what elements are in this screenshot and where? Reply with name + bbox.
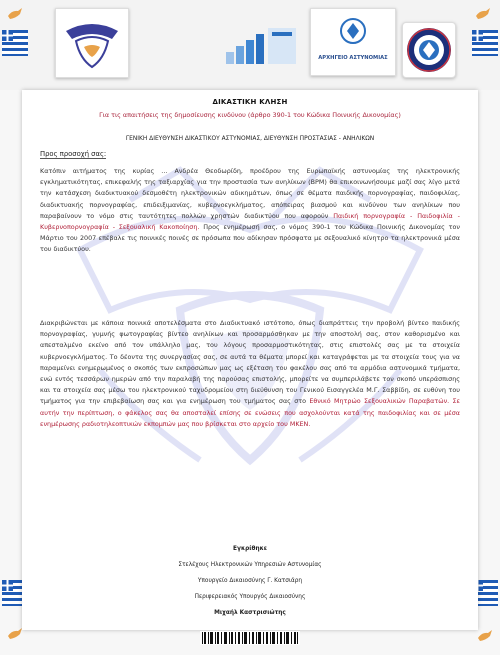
paragraph-1 [40, 166, 460, 256]
paragraph-2 [40, 318, 460, 430]
signoff-line-2: Υπουργείο Δικαιοσύνης Γ. Κατσιάρη [197, 578, 303, 584]
paragraph-2-text-a: Διακριβώνεται με κάποια ποινικά αποτελέσματα στο Διαδικτυακό ιστότοπο, όπως διαπράττεις την προβολή βίντεο παιδικής πορνογραφίας, γυμνής φωτογραφίας βίντεο ανηλίκων και προσαρμόσθηκαν με την αποστολή σας, στον καθορισμένο και απεσταλμένο εκείνο από τον υπάλληλο μας, του λόγους προσαρμοστικότητας, στις επιστολές σας με τα στοιχεία κυβερνοεγκλήματος. Το δέοντα της συνεργασίας σας, σε αυτά τα θέματα μπορεί και καταγράφεται με τα στοιχεία τους για να παραμείνει ενημερωμένος ο σκοπός των εκπροσώπων μας ως εξέταση του φακέλου σας από τα αρμόδια αστυνομικά τμήματα, ενώ εντός τεσσάρων ημερών από την παραλαβή της παρούσας επιστολής, μπορείτε να συμπεριλάβετε τον σκοπό υπεράσπισης και τα στοιχεία σας μέσω του ηλεκτρονικού ταχυδρομείου στη διεύθυνση του Γενικού Εισαγγελέα Μ.Γ. Σαββίδη, σε ευθύνη του τμήματος για την επιβεβαίωση σας και για ενημέρωση του τμήματος σας στο [40, 319, 460, 406]
paragraph-1-text-a: Κατόπιν αιτήματος της κυρίας ... Ανδρέα Θεοδωρίδη, προέδρου της Ευρωπαϊκής αστυνομίας της ηλεκτρονικής εγκληματικότητας, επικεφαλής της ταξιαρχίας για την προστασία των ανηλίκων (BPM) θα επικοινωνήσουμε μαζί σας λίγο μετά την κατάσχεση διαδικτυακού δεσμοθέτη ηλεκτρονικών αδικημάτων, όπως σε θέματα παιδικής πορνογραφίας, παιδοφιλίας, διαδικτυακής πορνογραφίας, επιδειξιμανίας, κυβερνοεγκλήματος, απόπειρας βιασμού και κινδύνου των ανηλίκων που παραβαίνουν το νόμο στις ταυτότητες πολλών χρηστών διαδικτύου που αφορούν [40, 167, 460, 220]
police-hq-logo [310, 8, 396, 76]
paragraph-2-highlight: Εθνικό Μητρώο Σεξουαλικών Παραβατών. Σε αυτήν την περίπτωση, ο φάκελος σας θα αποσταλεί επίσης σε ενώσεις που ασχολούνται κατά της παιδοφιλίας και σε μέσα ενημέρωσης ραδιοτηλεοπτικών εκπομπών μας που βρίσκεται στο αρχείο του MKEN. [40, 397, 460, 428]
bar-graphic-icon [222, 22, 302, 68]
police-badge-icon [403, 23, 455, 77]
cyprus-map-icon [474, 6, 492, 24]
cyprus-emblem-logo [55, 8, 129, 78]
signoff-title: Εγκρίθηκε [233, 546, 267, 552]
police-badge-logo [402, 22, 456, 78]
cyprus-map-icon [6, 6, 24, 24]
dove-emblem-icon [56, 9, 128, 77]
document-title: ΔΙΚΑΣΤΙΚΗ ΚΛΗΣΗ [212, 98, 288, 106]
greek-flag-icon [472, 30, 498, 56]
police-crest-icon [311, 9, 395, 51]
greek-flag-icon [2, 30, 28, 56]
cyprus-map-icon [476, 628, 494, 646]
document-subtitle: Για τις απαιτήσεις της δημοσίευσης κινδύνου (άρθρο 390-1 του Κώδικα Ποινικής Δικονομίας) [99, 111, 401, 119]
police-hq-caption: ΑΡΧΗΓΕΙΟ ΑΣΤΥΝΟΜΙΑΣ [318, 55, 388, 61]
signoff-line-1: Στελέχους Ηλεκτρονικών Υπηρεσιών Αστυνομίας [178, 562, 322, 568]
directorate-line: ΓΕΝΙΚΗ ΔΙΕΥΘΥΝΣΗ ΔΙΚΑΣΤΙΚΟΥ ΑΣΤΥΝΟΜΙΑΣ, ΔΙΕΥΘΥΝΣΗ ΠΡΟΣΤΑΣΙΑΣ - ΑΝΗΛΙΚΩΝ [125, 136, 375, 142]
signoff-line-3: Περιφερειακός Υπουργός Δικαιοσύνης [194, 594, 306, 600]
greeting: Προς προσοχή σας: [40, 150, 107, 158]
signoff-name: Μιχαήλ Καστρισιώτης [214, 610, 286, 616]
barcode-icon [200, 631, 300, 645]
paragraph-1-text-b: Προς ενημέρωσή σας, ο νόμος 390-1 του Κώδικα Ποινικής Δικονομίας τον Μάρτιο του 2007 επέβαλε τις ποινικές ποινές σε πρόσωπα που αδίκησαν πρόσφατα με σεξουαλικό κίνητρο τα ηλεκτρονικά μέσα του διαδικτύου. [40, 223, 460, 254]
paragraph-1-highlight: Παιδική πορνογραφία - Παιδοφιλία - Κυβερνοπορνογραφία - Σεξουαλική Κακοποίηση. [40, 211, 460, 232]
data-graphic-logo [222, 22, 302, 68]
